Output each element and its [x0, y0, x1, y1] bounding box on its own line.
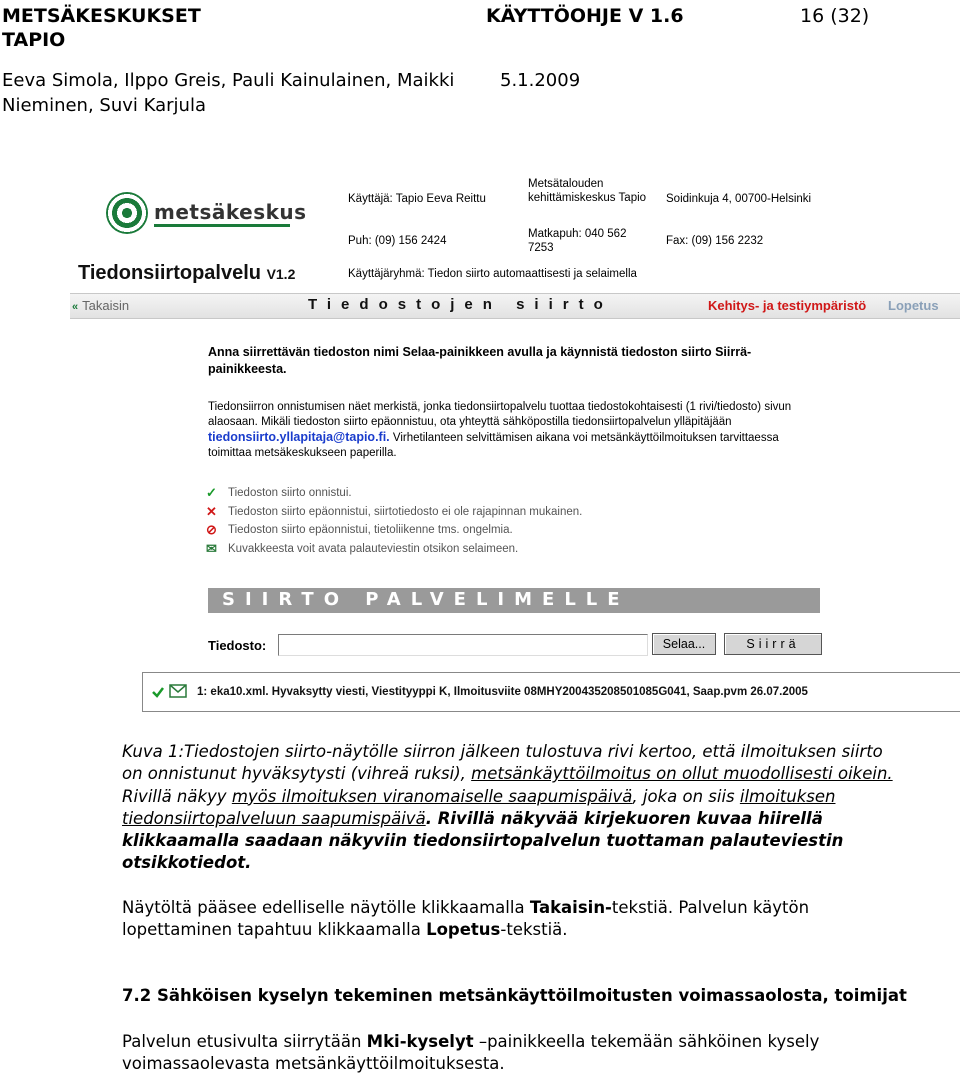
- service-title: [78, 262, 295, 285]
- envelope-icon: ✉: [206, 540, 217, 556]
- org-line-1: METSÄKESKUKSET: [2, 5, 201, 27]
- nav-bar: [70, 293, 960, 319]
- instruction-text: Anna siirrettävän tiedoston nimi Selaa-painikkeen avulla ja käynnistä tiedoston siirto Siirrä-painikkeesta.: [208, 345, 752, 376]
- logo-text: metsäkeskus: [154, 200, 307, 224]
- user-phone: Puh: (09) 156 2424: [348, 235, 447, 247]
- org-name: [2, 4, 201, 52]
- doc-date: 5.1.2009: [500, 70, 581, 91]
- org-line-2: TAPIO: [2, 29, 66, 51]
- doc-title: KÄYTTÖOHJE V 1.6: [486, 5, 684, 27]
- authors-line-1: Eeva Simola, Ilppo Greis, Pauli Kainulainen, Maikki: [2, 70, 455, 91]
- authors: [2, 68, 454, 118]
- legend-item: [206, 484, 582, 503]
- service-name: Tiedonsiirtopalvelu: [78, 262, 261, 284]
- envelope-icon[interactable]: [169, 684, 187, 698]
- para-text: tekstiä. Palvelun käytön lopettaminen tapahtuu klikkaamalla: [122, 898, 810, 940]
- back-link[interactable]: [72, 298, 129, 313]
- check-icon: ✓: [206, 485, 217, 501]
- para-bold: Mki-kyselyt: [366, 1032, 474, 1051]
- caption-underlined: metsänkäyttöilmoitus on ollut muodollisesti oikein.: [471, 764, 893, 784]
- check-icon: [151, 685, 165, 699]
- double-chevron-left-icon: «: [72, 301, 79, 313]
- para-text: Näytöltä pääsee edelliselle näytölle klikkaamalla: [122, 898, 530, 917]
- logo-underline: [154, 224, 290, 227]
- result-text: 1: eka10.xml. Hyvaksytty viesti, Viestityyppi K, Ilmoitusviite 08MHY200435208501085G041, Saap.pvm 26.07.2005: [197, 686, 808, 698]
- send-button[interactable]: Siirrä: [724, 633, 822, 655]
- para-text: -tekstiä.: [500, 920, 568, 940]
- user-group: Käyttäjäryhmä: Tiedon siirto automaattisesti ja selaimella: [348, 268, 637, 280]
- info-text: [208, 400, 808, 461]
- para-text: Palvelun etusivulta siirrytään: [122, 1032, 367, 1051]
- maintainer-email-link[interactable]: tiedonsiirto.yllapitaja@tapio.fi.: [208, 430, 390, 444]
- para-bold: Lopetus: [426, 920, 501, 940]
- service-version: V1.2: [266, 266, 296, 282]
- figure-caption: [122, 741, 902, 875]
- blocked-icon: ⊘: [206, 522, 217, 538]
- legend-text: Kuvakkeesta voit avata palauteviestin otsikon selaimeen.: [228, 542, 519, 555]
- browse-button[interactable]: Selaa...: [652, 633, 716, 655]
- user-org: Metsätalouden kehittämiskeskus Tapio: [528, 178, 647, 204]
- upload-banner: [208, 588, 820, 613]
- user-name: Käyttäjä: Tapio Eeva Reittu: [348, 193, 486, 205]
- legend-text: Tiedoston siirto onnistui.: [228, 487, 352, 500]
- metsakeskus-logo-icon: [106, 192, 148, 234]
- section-title: Tiedostojen siirto: [308, 296, 613, 313]
- caption-part: Rivillä näkyy: [122, 786, 232, 806]
- caption-part: . Rivillä näkyvää kirjekuoren kuvaa hiirellä klikkaamalla saadaan näkyviin tiedonsiirtopalvelun tuottaman palauteviestin otsikkotiedot.: [122, 808, 844, 873]
- caption-underlined: myös ilmoituksen viranomaiselle saapumispäivä: [231, 786, 633, 806]
- status-legend: [206, 484, 582, 558]
- environment-label: Kehitys- ja testiympäristö: [708, 298, 867, 313]
- section-heading: 7.2 Sähköisen kyselyn tekeminen metsänkäyttöilmoitusten voimassaolosta, toimijat: [122, 986, 907, 1005]
- caption-part: , joka on siis: [632, 786, 740, 806]
- legend-item: [206, 503, 582, 522]
- legend-item: [206, 540, 582, 559]
- cross-icon: ✕: [206, 503, 217, 519]
- logout-link[interactable]: Lopetus: [888, 298, 939, 313]
- legend-item: [206, 521, 582, 540]
- user-address: Soidinkuja 4, 00700-Helsinki: [666, 193, 812, 205]
- caption-underlined: ilmoituksen tiedonsiirtopalveluun saapumispäivä: [122, 786, 836, 828]
- para-bold: Takaisin-: [529, 898, 612, 917]
- user-mobile: Matkapuh: 040 562 7253: [528, 228, 627, 254]
- file-label: Tiedosto:: [208, 638, 267, 653]
- user-fax: Fax: (09) 156 2232: [666, 235, 764, 247]
- file-input[interactable]: [278, 634, 648, 656]
- para-text: –painikkeella tekemään sähköinen kysely voimassaolevasta metsänkäyttöilmoituksesta.: [122, 1032, 820, 1074]
- info-text-pre: Tiedonsiirron onnistumisen näet merkistä, jonka tiedonsiirtopalvelu tuottaa tiedostokohtaisesti (1 rivi/tiedosto) sivun alaosaan. Mikäli tiedoston siirto epäonnistuu, ota yhteyttä sähköpostilla tiedonsiirtopalvelun ylläpitäjään: [208, 401, 792, 428]
- legend-text: Tiedoston siirto epäonnistui, siirtotiedosto ei ole rajapinnan mukainen.: [228, 505, 583, 518]
- service-screenshot: [66, 172, 960, 717]
- result-row: [142, 672, 960, 712]
- page-number: 16 (32): [800, 5, 870, 27]
- caption-part: Kuva 1:Tiedostojen siirto-näytölle siirron jälkeen tulostuva rivi kertoo, että ilmoituksen siirto on onnistunut hyväksytysti (vihreä ruksi),: [122, 742, 883, 784]
- back-label: Takaisin: [82, 298, 130, 313]
- legend-text: Tiedoston siirto epäonnistui, tietoliikenne tms. ongelmia.: [228, 524, 513, 537]
- authors-line-2: Nieminen, Suvi Karjula: [2, 95, 206, 116]
- info-text-post: Virhetilanteen selvittämisen aikana voi metsänkäyttöilmoituksen tarvittaessa toimittaa metsäkeskukseen paperilla.: [208, 432, 779, 459]
- paragraph-query: [122, 1031, 902, 1076]
- paragraph-navigation: [122, 897, 902, 942]
- banner-text: SIIRTO PALVELIMELLE: [222, 589, 630, 610]
